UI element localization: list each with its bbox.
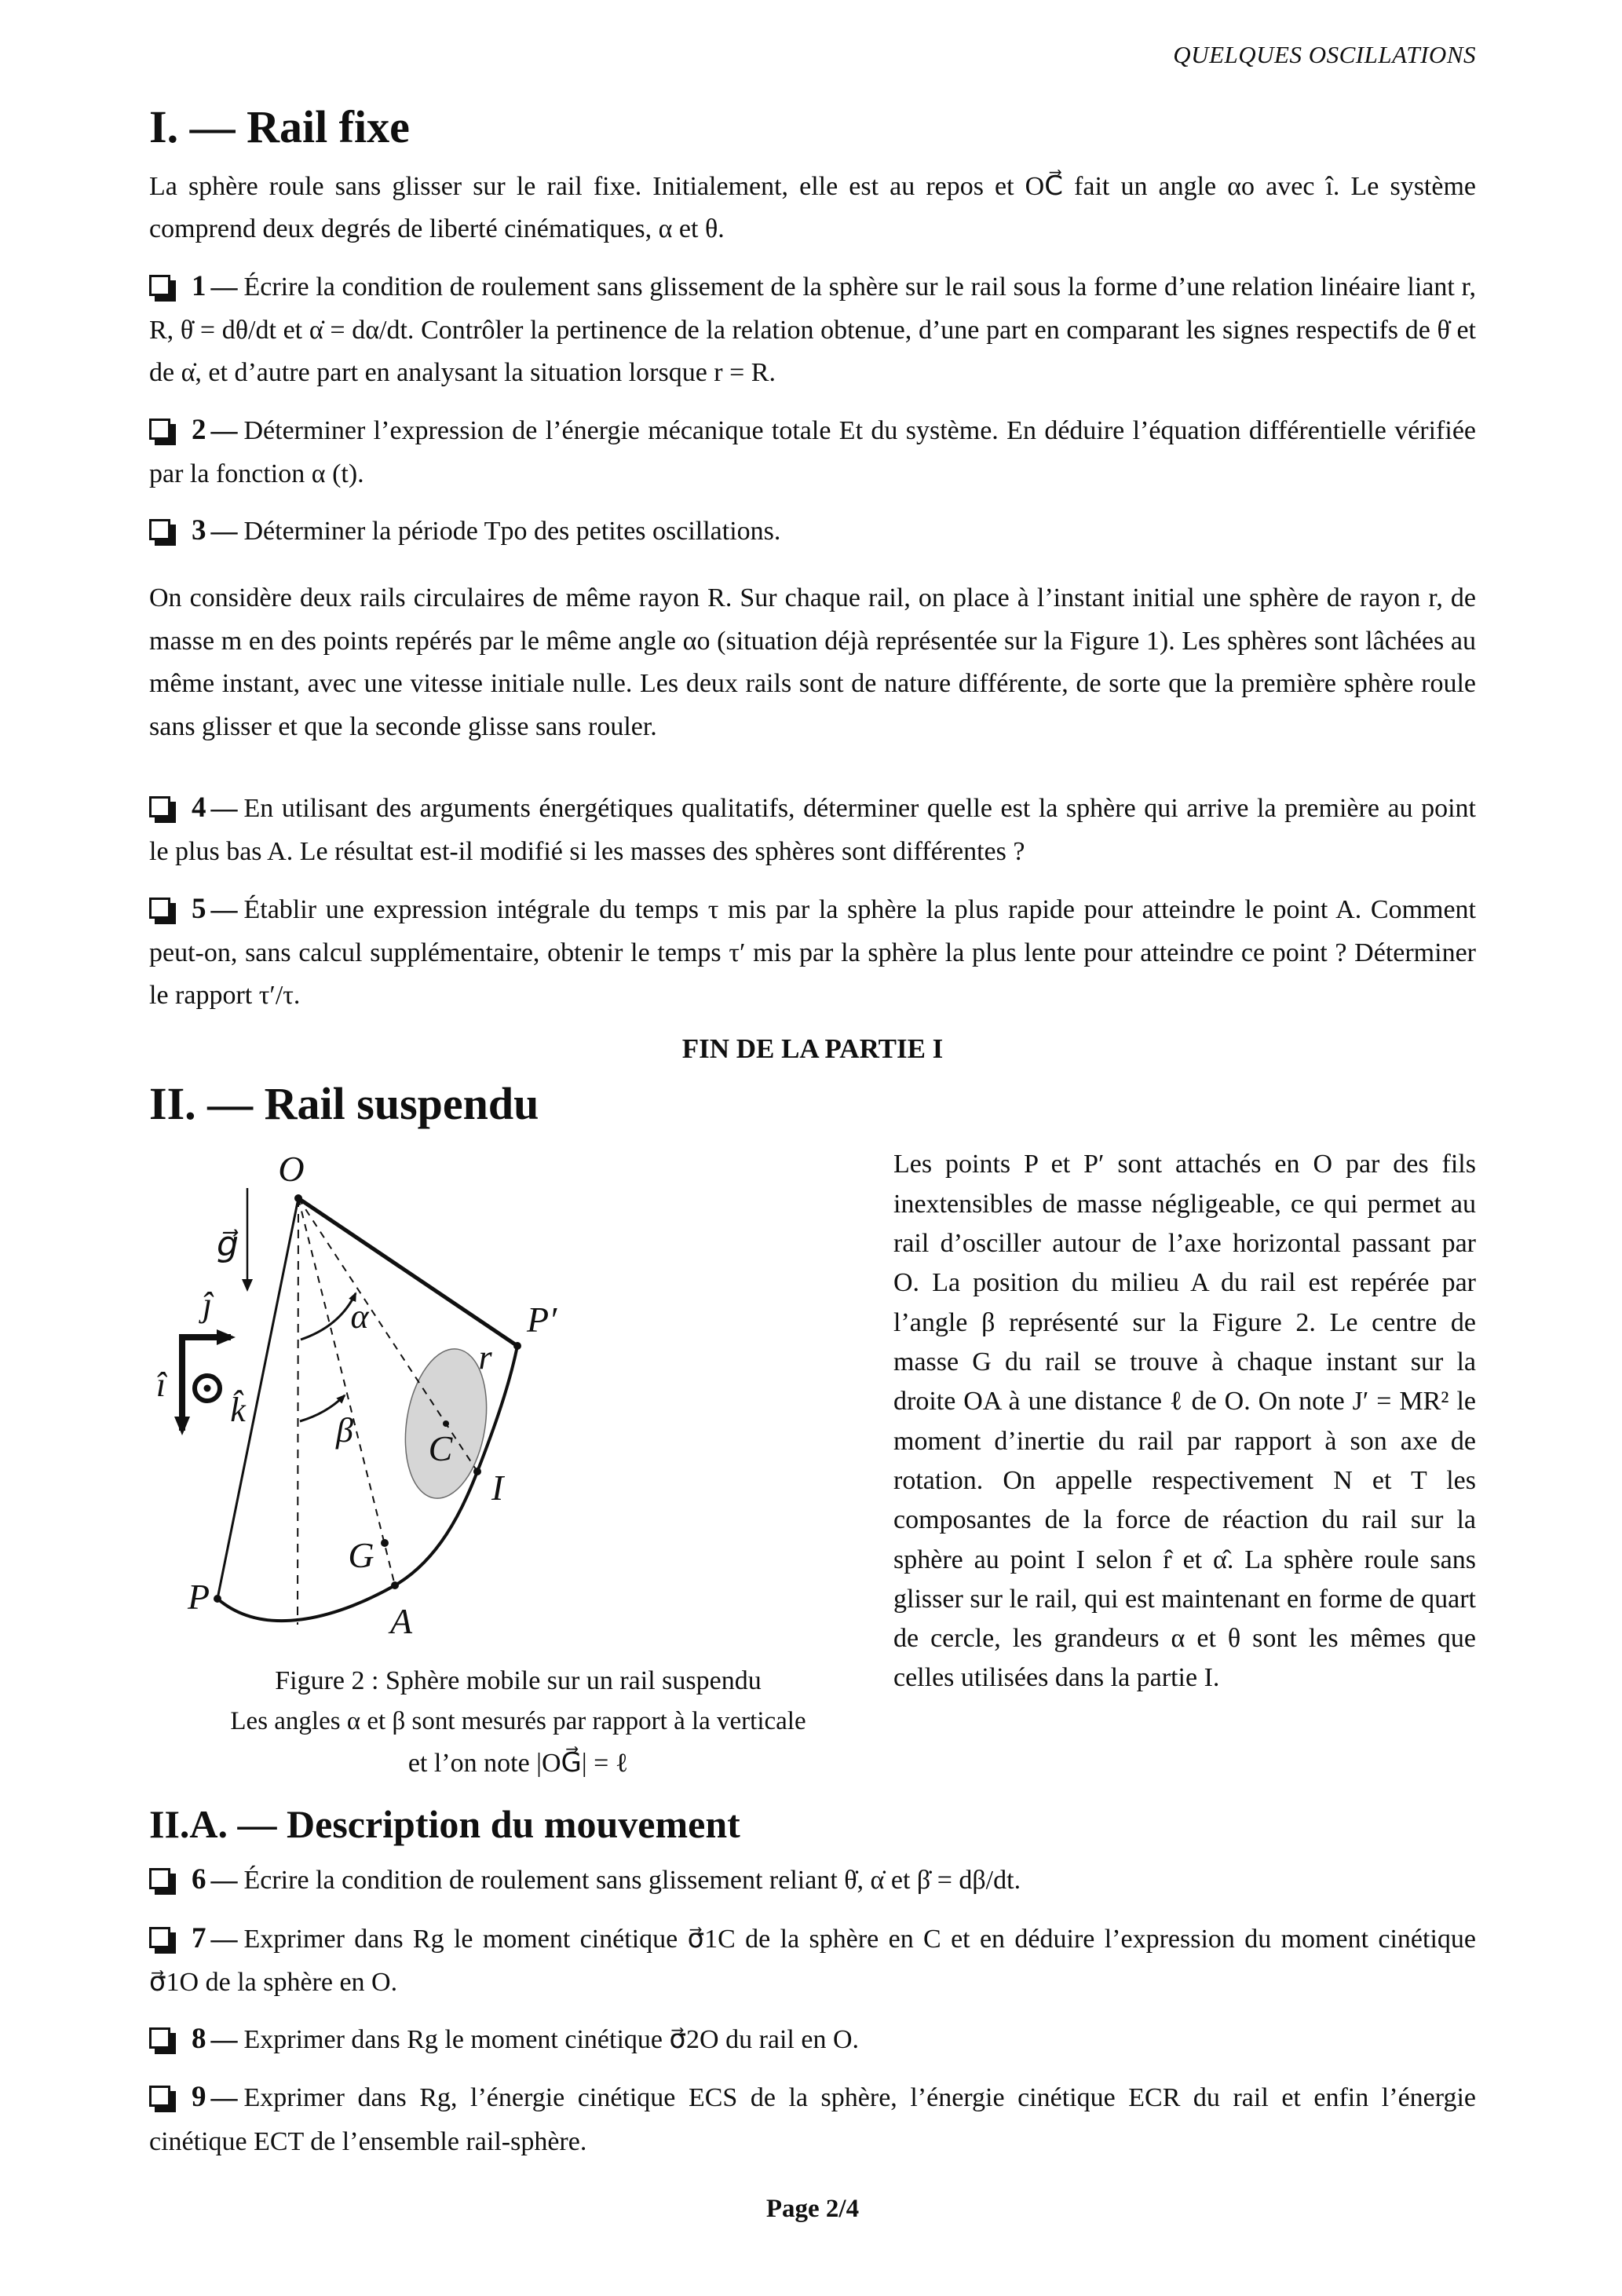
question-number: 9 xyxy=(192,2081,206,2114)
running-header: QUELQUES OSCILLATIONS xyxy=(1173,41,1476,68)
question-number: 1 xyxy=(192,269,206,302)
question-checkbox-icon xyxy=(149,2027,170,2049)
question-5 xyxy=(149,886,1476,1018)
question-9 xyxy=(149,2074,1476,2163)
question-text: En utilisant des arguments énergétiques qualitatifs, déterminer quelle est la sphère qui arrive la première au point le plus bas A. Le résultat est-il modifié si les masses des sphères sont différentes ? xyxy=(149,793,1476,867)
k-axis-dot xyxy=(204,1385,211,1392)
section-2-paragraph: Les points P et P′ sont attachés en O par des fils inextensibles de masse négligeable, ce qui permet au rail d’osciller autour de l’axe horizontal passant par O. La position du milieu A du rail est repérée par l’angle β représenté sur la Figure 2. Le centre de masse G du rail se trouve à chaque instant sur la droite OA à une distance ℓ de O. On note J′ = MR² le moment d’inertie du rail par rapport à son axe de rotation. On appelle respectivement N et T les composantes de la force de réaction du rail sur la sphère au point I selon r̂ et α̂. La sphère roule sans glisser sur le rail, qui est maintenant en forme de quart de cercle, les grandeurs α et θ sont les mêmes que celles utilisées dans la partie I. xyxy=(893,1150,1476,1693)
question-2 xyxy=(149,407,1476,496)
label-O: O xyxy=(278,1149,305,1190)
question-checkbox-icon xyxy=(149,519,170,540)
question-3 xyxy=(149,507,1476,554)
label-P: P xyxy=(187,1577,210,1618)
question-dash: — xyxy=(210,517,238,547)
label-A: A xyxy=(389,1601,413,1642)
question-text: Déterminer la période Tpo des petites oscillations. xyxy=(243,517,781,547)
question-text: Exprimer dans Rg le moment cinétique σ⃗1C de la sphère en C et en déduire l’expression du moment cinétique σ⃗1O de la sphère en O. xyxy=(149,1924,1476,1997)
question-checkbox-icon xyxy=(149,898,170,919)
page-number: Page 2/4 xyxy=(765,2194,860,2223)
point-A xyxy=(391,1581,399,1589)
question-dash: — xyxy=(210,2025,238,2055)
question-dash: — xyxy=(210,1924,238,1954)
question-number: 2 xyxy=(192,413,206,446)
label-k-unit: k̂ xyxy=(230,1391,246,1430)
figure-caption-line-1: Figure 2 : Sphère mobile sur un rail suspendu xyxy=(275,1666,762,1696)
point-Pprime xyxy=(513,1342,521,1350)
question-dash: — xyxy=(210,415,238,445)
question-checkbox-icon xyxy=(149,1927,170,1948)
question-number: 6 xyxy=(192,1863,206,1896)
question-text: Établir une expression intégrale du temps τ mis par la sphère la plus rapide pour atteindre le point A. Comment peut-on, sans calcul supplémentaire, obtenir le temps τ′ mis par la sphère la plus lente pour atteindre ce point ? Déterminer le rapport τ′/τ. xyxy=(149,894,1476,1011)
question-number: 3 xyxy=(192,514,206,547)
label-i-unit: î xyxy=(155,1366,166,1405)
question-8 xyxy=(149,2016,1476,2062)
question-4 xyxy=(149,784,1476,874)
section-1-title: I. — Rail fixe xyxy=(149,101,410,152)
question-7 xyxy=(149,1915,1476,2005)
label-r: r xyxy=(478,1338,492,1377)
question-checkbox-icon xyxy=(149,796,170,817)
question-dash: — xyxy=(210,1866,238,1896)
question-1 xyxy=(149,263,1476,395)
point-O xyxy=(294,1194,302,1202)
question-6 xyxy=(149,1856,1476,1903)
dashed-line-OA xyxy=(298,1198,395,1585)
figure-2 xyxy=(149,1135,887,1783)
question-text: Exprimer dans Rg le moment cinétique σ⃗2O du rail en O. xyxy=(243,2025,860,2055)
question-number: 8 xyxy=(192,2023,206,2056)
point-P xyxy=(214,1595,221,1603)
figure-caption-line-2: Les angles α et β sont mesurés par rapport à la verticale xyxy=(230,1707,806,1736)
label-P-prime: P′ xyxy=(527,1300,557,1340)
question-number: 7 xyxy=(192,1921,206,1954)
end-of-part-1-label: FIN DE LA PARTIE I xyxy=(681,1033,944,1064)
question-number: 5 xyxy=(192,892,206,925)
subsection-2A-title: II.A. — Description du mouvement xyxy=(149,1801,740,1846)
label-j-unit: ĵ xyxy=(202,1285,213,1325)
label-C: C xyxy=(428,1428,453,1469)
question-text: Déterminer l’expression de l’énergie mécanique totale Et du système. En déduire l’équation différentielle vérifiée par la fonction α (t). xyxy=(149,415,1476,488)
figure-column xyxy=(149,1135,893,1783)
question-checkbox-icon xyxy=(149,1868,170,1889)
label-G: G xyxy=(348,1535,374,1576)
question-dash: — xyxy=(210,793,238,823)
text-column xyxy=(893,1135,1476,1783)
section-2-title: II. — Rail suspendu xyxy=(149,1077,539,1129)
question-number: 4 xyxy=(192,791,206,824)
label-g-vector: g⃗ xyxy=(217,1225,239,1264)
question-dash: — xyxy=(210,894,238,924)
question-text: Exprimer dans Rg, l’énergie cinétique ECS de la sphère, l’énergie cinétique ECR du rail et enfin l’énergie cinétique ECT de l’ensemble rail-sphère. xyxy=(149,2083,1476,2156)
figure-caption-line-3: et l’on note |OG⃗| = ℓ xyxy=(407,1748,629,1778)
question-text: Écrire la condition de roulement sans glissement reliant θ̇, α̇ et β̇ = dβ/dt. xyxy=(243,1866,1021,1896)
label-alpha: α xyxy=(350,1297,369,1336)
question-checkbox-icon xyxy=(149,2086,170,2107)
question-dash: — xyxy=(210,272,238,302)
section-1-paragraph: On considère deux rails circulaires de même rayon R. Sur chaque rail, on place à l’instant initial une sphère de rayon r, de masse m en des points repérés par le même angle αo (situation déjà représentée sur la Figure 1). Les sphères sont lâchées au même instant, avec une vitesse initiale nulle. Les deux rails sont de nature différente, de sorte que la première sphère roule sans glisser et que la seconde glisse sans rouler. xyxy=(149,583,1476,741)
question-checkbox-icon xyxy=(149,419,170,440)
point-I xyxy=(473,1468,481,1475)
figure-2-diagram xyxy=(149,1135,887,1654)
question-dash: — xyxy=(210,2083,238,2113)
label-beta: β xyxy=(336,1411,353,1450)
point-C xyxy=(443,1420,449,1427)
label-I: I xyxy=(491,1468,504,1508)
section-1-intro: La sphère roule sans glisser sur le rail fixe. Initialement, elle est au repos et OC⃗ fait un angle αo avec î. Le système comprend deux degrés de liberté cinématiques, α et θ. xyxy=(149,171,1476,244)
question-text: Écrire la condition de roulement sans glissement de la sphère sur le rail sous la forme d’une relation linéaire liant r, R, θ̇ = dθ/dt et α̇ = dα/dt. Contrôler la pertinence de la relation obtenue, d’une part en comparant les signes respectifs de θ̇ et de α̇, et d’autre part en analysant la situation lorsque r = R. xyxy=(149,272,1476,388)
question-checkbox-icon xyxy=(149,275,170,296)
two-column-block xyxy=(149,1135,1476,1783)
point-G xyxy=(381,1539,389,1547)
